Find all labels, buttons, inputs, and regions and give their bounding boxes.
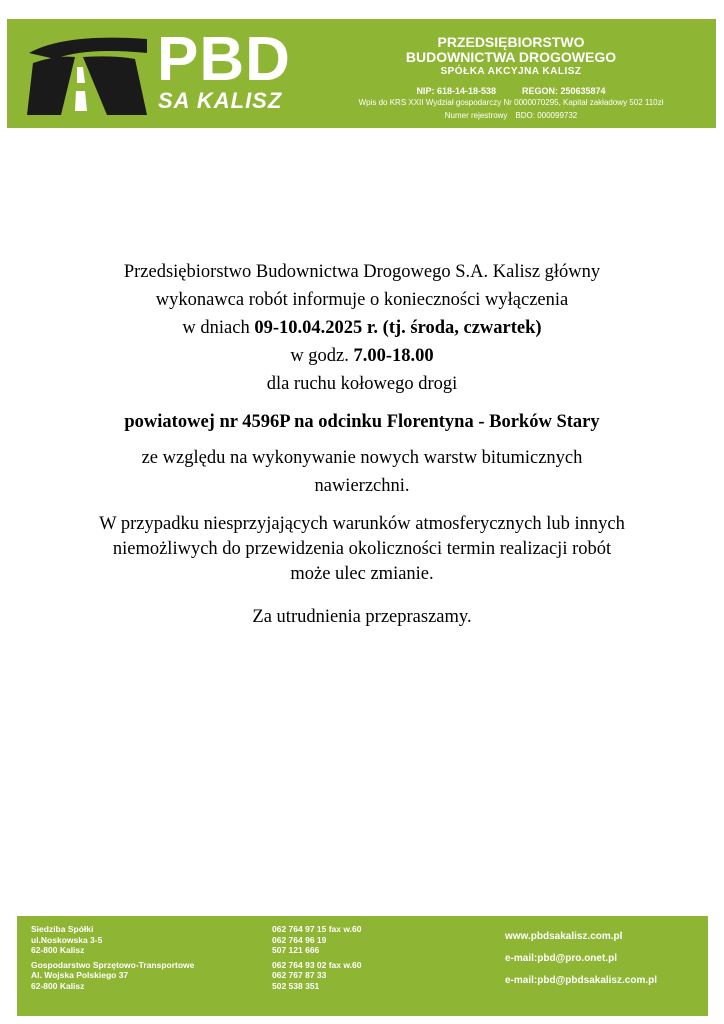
bdo-number: BDO: 000099732 — [515, 111, 578, 120]
company-info — [312, 35, 710, 122]
logo-wordmark: PBD — [157, 25, 291, 94]
road-section: powiatowej nr 4596P na odcinku Florentyna - Borków Stary — [124, 412, 600, 432]
company-ids — [312, 85, 710, 97]
notice-line: dla ruchu kołowego drogi — [266, 374, 458, 394]
depot-phone: 062 767 87 33 — [272, 970, 327, 980]
closure-reason: ze względu na wykonywanie nowych warstw bitumicznych nawierzchni. — [141, 448, 583, 496]
footer-contacts — [505, 931, 657, 987]
footer-addresses — [31, 924, 194, 991]
email-link[interactable]: e-mail:pbd@pbdsakalisz.com.pl — [505, 975, 658, 986]
hq-phone: 062 764 97 15 fax w.60 — [272, 924, 362, 934]
weather-disclaimer: W przypadku niesprzyjających warunków atmosferycznych lub innych niemożliwych do przewidzenia okoliczności termin realizacji robót może ulec zmianie. — [99, 514, 625, 584]
footer-banner — [17, 916, 708, 1016]
closure-hours: w godz. 7.00-18.00 — [290, 346, 434, 366]
depot-city: 62-800 Kalisz — [31, 980, 85, 991]
hq-city: 62-800 Kalisz — [31, 945, 85, 955]
krs-registration: Wpis do KRS XXII Wydział gospodarczy Nr 0000070295, Kapitał zakładowy 502 110zł — [358, 98, 664, 107]
website-link[interactable]: www.pbdsakalisz.com.pl — [505, 931, 623, 942]
nip-number: NIP: 618-14-18-538 — [416, 86, 496, 96]
logo-subtitle: SA KALISZ — [158, 88, 283, 113]
hq-phone: 507 121 666 — [272, 945, 320, 955]
company-legal-form: SPÓŁKA AKCYJNA KALISZ — [440, 66, 582, 77]
hq-phone: 062 764 96 19 — [272, 934, 327, 945]
company-name-line1: PRZEDSIĘBIORSTWO — [437, 34, 585, 50]
registration-label: Numer rejestrowy — [444, 111, 508, 120]
depot-phone: 062 764 93 02 fax w.60 — [272, 959, 362, 970]
notice-line: wykonawca robót informuje o konieczności wyłączenia — [155, 290, 569, 310]
company-name-line2: BUDOWNICTWA DROGOWEGO — [405, 49, 617, 65]
hq-street: ul.Noskowska 3-5 — [31, 934, 103, 945]
notice-body — [30, 258, 694, 631]
apology: Za utrudnienia przepraszamy. — [252, 607, 472, 627]
depot-title: Gospodarstwo Sprzętowo-Transportowe — [31, 959, 195, 970]
road-icon — [25, 33, 150, 115]
closure-dates: w dniach 09-10.04.2025 r. (tj. środa, czwartek) — [182, 318, 542, 338]
footer-phones — [272, 924, 361, 991]
hq-title: Siedziba Spółki — [31, 924, 94, 934]
depot-phone: 502 538 351 — [272, 980, 320, 991]
notice-line: Przedsiębiorstwo Budownictwa Drogowego S.A. Kalisz główny — [123, 262, 601, 282]
registration-line — [312, 109, 710, 122]
depot-street: Al. Wojska Polskiego 37 — [31, 970, 129, 980]
regon-number: REGON: 250635874 — [521, 86, 606, 96]
notice-intro — [30, 258, 694, 398]
letterhead-banner — [7, 19, 716, 128]
email-link[interactable]: e-mail:pbd@pro.onet.pl — [505, 953, 617, 964]
